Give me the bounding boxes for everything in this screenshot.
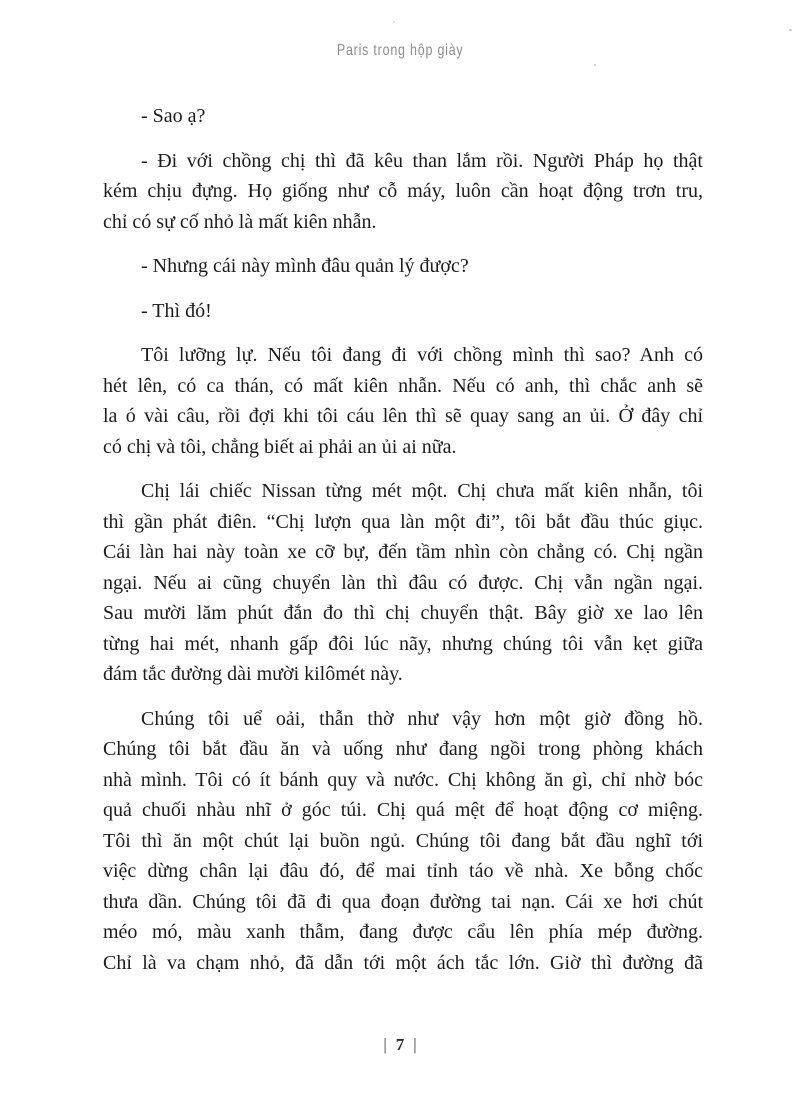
- text-line: Chúng tôi bắt đầu ăn và uống như đang ngồi trong phòng khách: [103, 738, 703, 760]
- paragraph: [103, 101, 703, 132]
- text-line: - Sao ạ?: [141, 105, 206, 127]
- text-line: thưa dần. Chúng tôi đã đi qua đoạn đường tai nạn. Cái xe hơi chút: [103, 890, 703, 913]
- paragraph: [103, 704, 703, 979]
- running-header: [0, 40, 800, 62]
- text-line: Chỉ là va chạm nhỏ, đã dẫn tới một ách tắc lớn. Giờ thì đường đã: [103, 951, 703, 974]
- text-line: thì gần phát điên. “Chị lượn qua làn một đi”, tôi bắt đầu thúc giục.: [103, 510, 703, 533]
- footer-separator-left: |: [383, 1035, 387, 1054]
- text-line: từng hai mét, nhanh gấp đôi lúc nãy, nhưng chúng tôi vẫn kẹt giữa: [103, 632, 703, 655]
- text-line: Tôi lưỡng lự. Nếu tôi đang đi với chồng mình thì sao? Anh có: [141, 344, 703, 366]
- text-line: Tôi thì ăn một chút lại buồn ngủ. Chúng tôi đang bắt đầu nghĩ tới: [103, 829, 703, 852]
- text-line: quả chuối nhàu nhĩ ở góc túi. Chị quá mệt để hoạt động cơ miệng.: [103, 799, 703, 821]
- page-footer: [0, 1034, 800, 1056]
- text-line: Chúng tôi uể oải, thẫn thờ như vậy hơn một giờ đồng hồ.: [141, 707, 703, 730]
- paragraph: [103, 340, 703, 462]
- text-line: đám tắc đường dài mười kilômét này.: [103, 663, 403, 685]
- running-header-title: Paris trong hộp giày: [336, 42, 464, 59]
- text-line: Sau mười lăm phút đắn đo thì chị chuyển thật. Bây giờ xe lao lên: [103, 602, 703, 624]
- text-line: ngại. Nếu ai cũng chuyển làn thì đâu có được. Chị vẫn ngần ngại.: [103, 571, 703, 594]
- text-line: nhà mình. Tôi có ít bánh quy và nước. Chị không ăn gì, chỉ nhờ bóc: [103, 768, 703, 791]
- scan-speck: [393, 21, 395, 23]
- paragraph: [103, 296, 703, 327]
- text-line: - Đi với chồng chị thì đã kêu than lắm rồi. Người Pháp họ thật: [141, 149, 703, 172]
- text-line: - Nhưng cái này mình đâu quản lý được?: [141, 255, 469, 277]
- paragraph: [103, 476, 703, 690]
- text-line: chỉ có sự cố nhỏ là mất kiên nhẫn.: [103, 210, 377, 233]
- footer-separator-right: |: [413, 1035, 417, 1054]
- scan-speck: [789, 29, 792, 31]
- text-line: Cái làn hai này toàn xe cỡ bự, đến tầm nhìn còn chẳng có. Chị ngần: [103, 541, 703, 563]
- text-line: việc dừng chân lại đâu đó, để mai tỉnh táo về nhà. Xe bỗng chốc: [103, 860, 703, 882]
- text-line: Chị lái chiếc Nissan từng mét một. Chị chưa mất kiên nhẫn, tôi: [141, 480, 703, 502]
- text-line: méo mó, màu xanh thẫm, đang được cẩu lên phía mép đường.: [103, 921, 703, 943]
- text-line: có chị và tôi, chẳng biết ai phải an ủi ai nữa.: [103, 435, 457, 458]
- text-line: hét lên, có ca thán, có mất kiên nhẫn. Nếu có anh, thì chắc anh sẽ: [103, 374, 703, 397]
- text-line: - Thì đó!: [141, 299, 212, 322]
- scan-speck: [594, 64, 596, 66]
- page-body: [103, 101, 703, 992]
- paragraph: [103, 251, 703, 282]
- text-line: la ó vài câu, rồi đợi khi tôi cáu lên thì sẽ quay sang an ủi. Ở đây chỉ: [103, 405, 703, 427]
- page-number: 7: [395, 1035, 405, 1054]
- text-line: kém chịu đựng. Họ giống như cỗ máy, luôn cần hoạt động trơn tru,: [103, 180, 703, 202]
- paragraph: [103, 146, 703, 238]
